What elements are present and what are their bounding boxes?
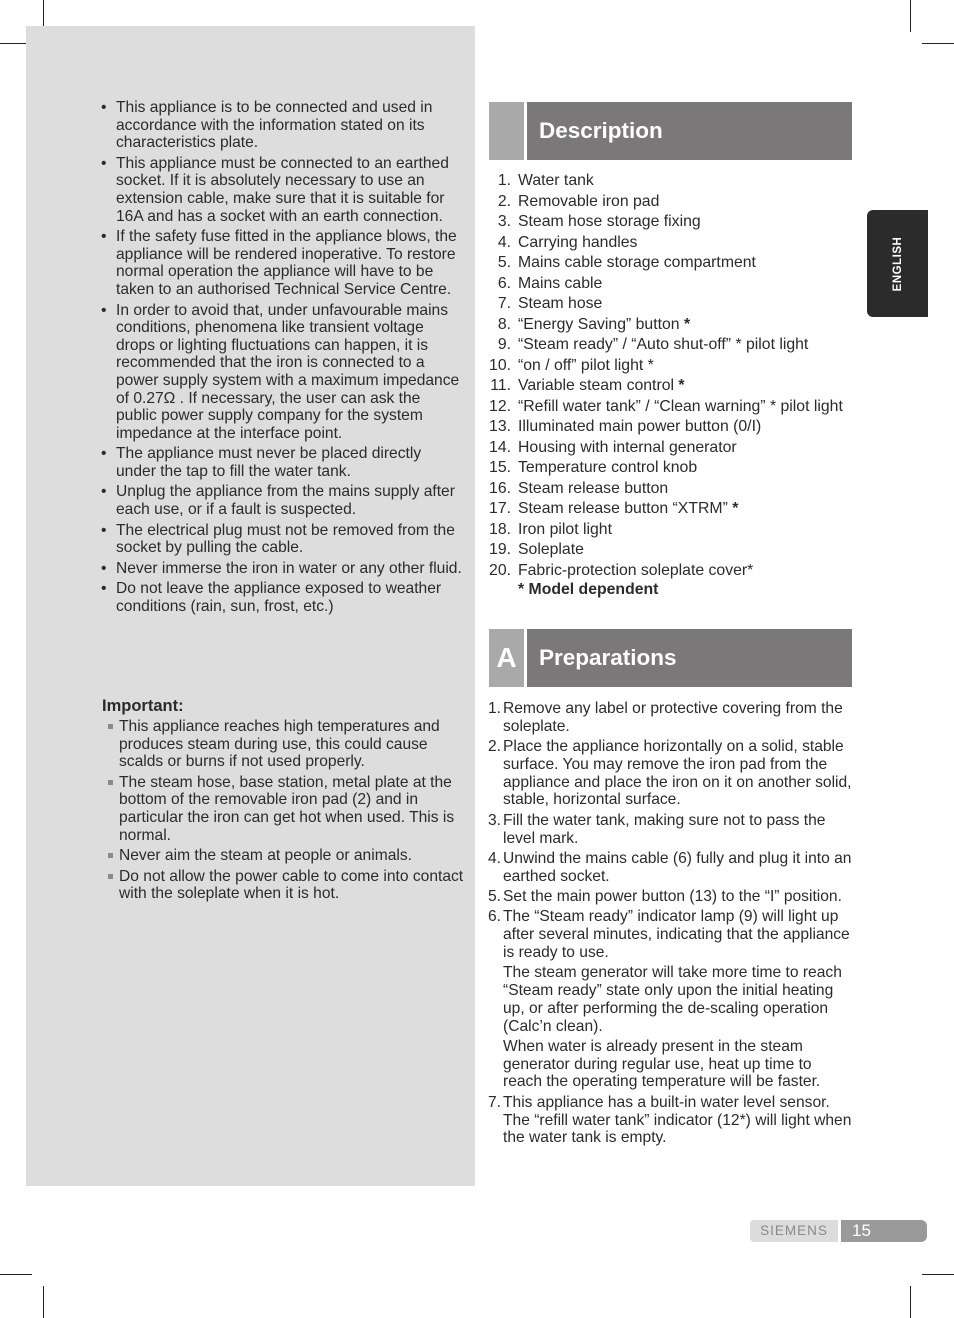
item-text: Housing with internal generator (518, 438, 737, 456)
item-text: Illuminated main power button (0/I) (518, 418, 762, 435)
section-title: Preparations (539, 645, 677, 670)
step-item (488, 812, 853, 848)
list-item: Do not allow the power cable to come into contact with the soleplate when it is hot. (106, 868, 466, 903)
step-text: The steam generator will take more time to reach “Steam ready” state only upon the initial heating up, or after performing the de-scaling operation (Calc’n clean). (503, 964, 842, 1035)
item-number: 6. (497, 274, 511, 292)
item-number: 15. (489, 459, 511, 476)
crop-mark (910, 1286, 911, 1318)
list-item (489, 479, 859, 500)
item-number: 8. (497, 315, 511, 333)
item-number: 13. (489, 418, 511, 435)
list-item (489, 294, 859, 315)
important-list (106, 718, 466, 906)
step-item (488, 700, 853, 736)
crop-mark (0, 1274, 32, 1275)
item-number: 17. (489, 500, 511, 517)
section-letter: A (489, 629, 524, 687)
item-number: 19. (489, 541, 511, 558)
list-item (489, 540, 859, 561)
step-number: 5. (488, 887, 502, 905)
step-number: 3. (488, 811, 502, 829)
step-item (488, 888, 853, 906)
item-text: Water tank (518, 172, 594, 189)
list-item (489, 376, 859, 397)
crop-mark (922, 43, 954, 44)
description-header (489, 102, 852, 160)
step-text: Fill the water tank, making sure not to pass the level mark. (503, 811, 826, 847)
list-item (489, 335, 859, 356)
section-marker (489, 102, 524, 160)
crop-mark (922, 1274, 954, 1275)
list-item: • Never immerse the iron in water or any other fluid. (100, 560, 465, 578)
list-item (489, 171, 859, 192)
preparations-steps (488, 700, 853, 1150)
list-item (489, 397, 859, 418)
item-number: 12. (489, 397, 511, 415)
item-text: “Energy Saving” button * (518, 315, 691, 333)
item-text: Steam release button (518, 479, 669, 497)
list-item (489, 356, 859, 377)
brand-label: SIEMENS (750, 1220, 838, 1242)
item-number: 14. (489, 438, 511, 456)
step-text: The “Steam ready” indicator lamp (9) will light up after several minutes, indicating that the appliance is ready to use. (503, 908, 850, 961)
item-number: 5. (497, 254, 511, 271)
item-text: Carrying handles (518, 233, 638, 251)
list-item (489, 520, 859, 541)
list-item (489, 253, 859, 274)
item-number: 2. (497, 192, 511, 210)
item-text: Steam hose (518, 295, 603, 312)
list-item: The steam hose, base station, metal plate at the bottom of the removable iron pad (2) and in particular the iron can get hot when used. This is normal. (106, 774, 466, 844)
list-item: • Unplug the appliance from the mains supply after each use, or if a fault is suspected. (100, 483, 465, 518)
step-item (488, 738, 853, 809)
item-text: Mains cable (518, 274, 603, 292)
step-number: 4. (488, 849, 502, 867)
step-number: 1. (488, 700, 502, 717)
item-text: Removable iron pad (518, 192, 660, 210)
preparations-header (489, 629, 852, 687)
list-item (489, 417, 859, 438)
step-item (488, 908, 853, 1091)
list-item: Never aim the steam at people or animals. (106, 847, 466, 865)
list-item (489, 212, 859, 233)
list-item (489, 192, 859, 213)
crop-mark (43, 1286, 44, 1318)
step-text: Remove any label or protective covering from the soleplate. (503, 700, 843, 735)
section-title: Description (539, 118, 663, 143)
item-number: 11. (490, 377, 511, 394)
list-item: • This appliance is to be connected and used in accordance with the information stated on its characteristics plate. (100, 99, 465, 152)
item-number: 3. (497, 213, 511, 230)
language-label: ENGLISH (891, 236, 904, 291)
item-text: Mains cable storage compartment (518, 254, 756, 271)
item-text: “Refill water tank” / “Clean warning” * pilot light (518, 397, 843, 415)
crop-mark (910, 0, 911, 32)
list-item: • In order to avoid that, under unfavourable mains conditions, phenomena like transient voltage drops or lighting fluctuations can happen, it is recommended that the iron is connected to a power supply system with a maximum impedance of 0.27Ω . If necessary, the user can ask the public power supply company for the system impedance at the interface point. (100, 302, 465, 443)
step-text: Set the main power button (13) to the “I” position. (503, 887, 842, 905)
list-item: • The appliance must never be placed directly under the tap to fill the water tank. (100, 445, 465, 480)
item-number: 4. (497, 233, 511, 251)
step-number: 2. (488, 738, 502, 756)
step-text: Place the appliance horizontally on a solid, stable surface. You may remove the iron pad from the appliance and place the iron on it on another solid, stable, horizontal surface. (503, 738, 852, 809)
parts-list (489, 171, 859, 581)
list-item (489, 274, 859, 295)
item-text: Iron pilot light (518, 520, 612, 538)
safety-list (100, 99, 465, 619)
item-number: 18. (489, 520, 511, 538)
item-text: Variable steam control * (518, 377, 685, 394)
item-number: 7. (497, 295, 511, 312)
list-item: • This appliance must be connected to an earthed socket. If it is absolutely necessary to use an extension cable, make sure that it is suitable for 16A and has a socket with an earth connection. (100, 155, 465, 225)
item-number: 16. (489, 479, 511, 497)
list-item (489, 233, 859, 254)
item-number: 9. (497, 336, 511, 353)
step-text: When water is already present in the steam generator during regular use, heat up time to reach the operating temperature will be faster. (503, 1037, 821, 1091)
step-number: 7. (488, 1093, 502, 1111)
step-item (488, 1094, 853, 1147)
item-text: Steam release button “XTRM” * (518, 500, 739, 517)
list-item (489, 499, 859, 520)
list-item: This appliance reaches high temperatures and produces steam during use, this could cause scalds or burns if not used properly. (106, 718, 466, 771)
item-text: “Steam ready” / “Auto shut-off” * pilot light (518, 336, 809, 353)
item-text: Steam hose storage fixing (518, 213, 701, 230)
page-number: 15 (841, 1220, 927, 1242)
item-number: 10. (489, 356, 511, 374)
step-number: 6. (488, 908, 502, 926)
item-text: Fabric-protection soleplate cover* (518, 561, 754, 579)
important-heading: Important: (102, 697, 184, 715)
list-item: • The electrical plug must not be removed from the socket by pulling the cable. (100, 522, 465, 557)
step-item (488, 850, 853, 886)
model-dependent-note: * Model dependent (518, 581, 659, 598)
step-text: This appliance has a built-in water level sensor. The “refill water tank” indicator (12*) will light when the water tank is empty. (503, 1093, 852, 1147)
item-text: Soleplate (518, 541, 584, 558)
list-item (489, 561, 859, 582)
step-text: Unwind the mains cable (6) fully and plug it into an earthed socket. (503, 849, 852, 885)
list-item (489, 458, 859, 479)
item-number: 1. (497, 172, 511, 189)
list-item (489, 438, 859, 459)
list-item: • If the safety fuse fitted in the appliance blows, the appliance will be rendered inoperative. To restore normal operation the appliance will have to be taken to an authorised Technical Service Centre. (100, 228, 465, 298)
item-text: Temperature control knob (518, 459, 698, 476)
language-tab (867, 210, 928, 317)
item-text: “on / off” pilot light * (518, 356, 654, 374)
item-number: 20. (489, 561, 511, 579)
list-item (489, 315, 859, 336)
list-item: • Do not leave the appliance exposed to weather conditions (rain, sun, frost, etc.) (100, 580, 465, 615)
